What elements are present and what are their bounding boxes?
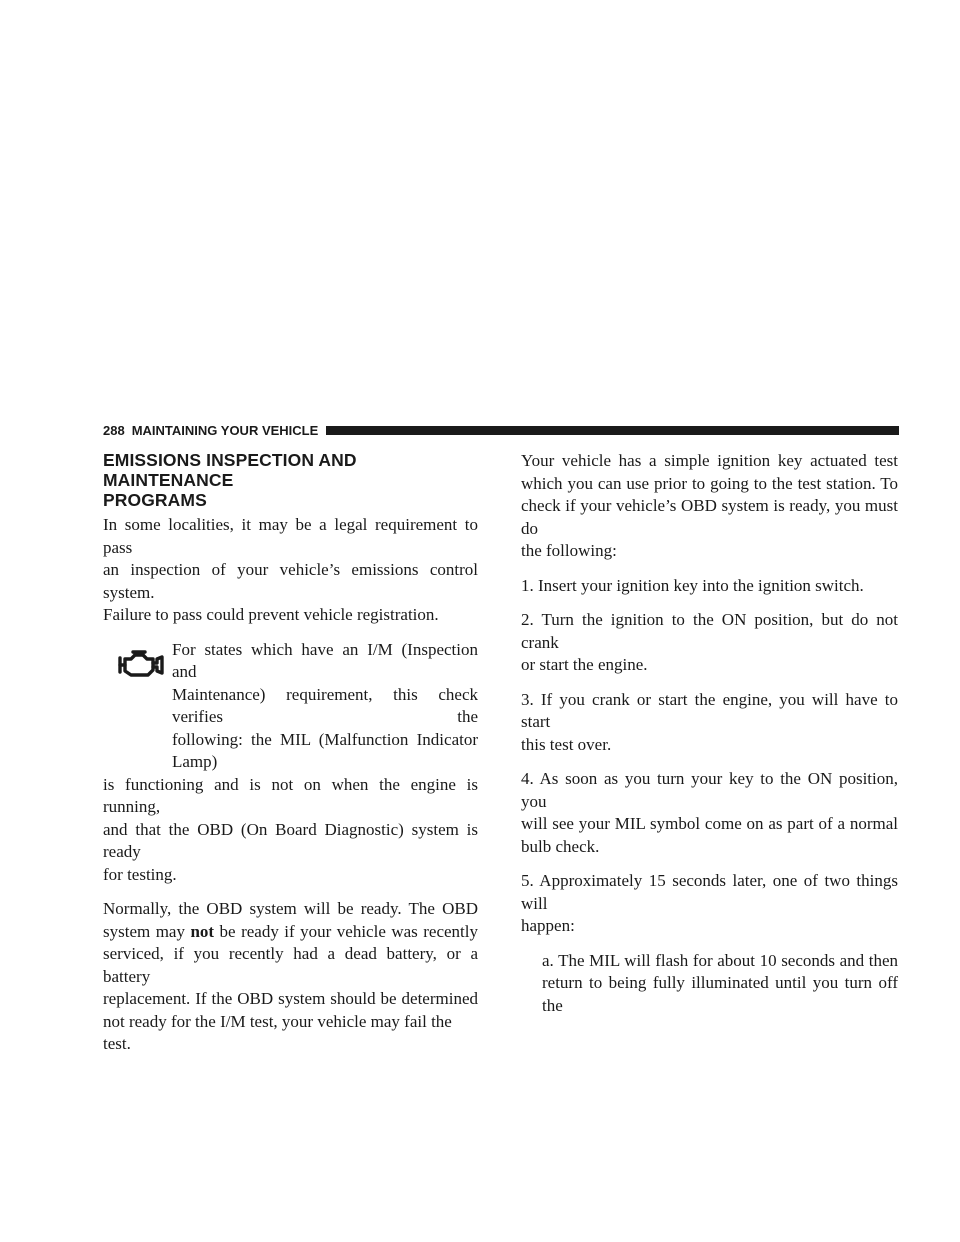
page-header — [103, 421, 899, 439]
section-heading: EMISSIONS INSPECTION AND MAINTENANCE PROGRAMS — [103, 450, 357, 510]
step-3: 3. If you crank or start the engine, you will have to start this test over. — [521, 689, 898, 754]
page-number: 288 — [103, 422, 125, 438]
paragraph-obd-ready: Normally, the OBD system will be ready. The OBD system may not be ready if your vehicle was recently serviced, if you recently had a dead battery, or a battery replacement. If the OBD system should be determined not ready for the I/M test, your vehicle may fail the test. — [103, 899, 479, 1053]
section-title: MAINTAINING YOUR VEHICLE — [131, 422, 319, 438]
paragraph-registration: In some localities, it may be a legal requirement to pass an inspection of your vehicle’s emissions control system. Failure to pass could prevent vehicle registration. — [103, 515, 478, 624]
right-column — [521, 450, 898, 1029]
step-4: 4. As soon as you turn your key to the ON position, you will see your MIL symbol come on as part of a normal bulb check. — [521, 769, 898, 856]
step-5a: a. The MIL will flash for about 10 seconds and then return to being fully illuminated until you turn off the — [542, 950, 898, 1015]
step-1: 1. Insert your ignition key into the ignition switch. — [521, 575, 864, 595]
paragraph-im-check: For states which have an I/M (Inspection and Maintenance) requirement, this check verifies the following: the MIL (Malfunction Indicator Lamp) is functioning and is not on when the engine is running, and that the OBD (On Board Diagnostic) system is ready for testing. — [103, 639, 478, 884]
left-column — [103, 450, 478, 1068]
paragraph-test-intro: Your vehicle has a simple ignition key actuated test which you can use prior to going to the test station. To check if your vehicle’s OBD system is ready, you must do the following: — [521, 451, 898, 560]
header-rule — [326, 426, 899, 435]
emphasis-not: not — [190, 921, 215, 941]
step-2: 2. Turn the ignition to the ON position, but do not crank or start the engine. — [521, 610, 898, 674]
check-engine-icon — [117, 649, 165, 681]
step-5: 5. Approximately 15 seconds later, one of two things will happen: — [521, 871, 898, 935]
